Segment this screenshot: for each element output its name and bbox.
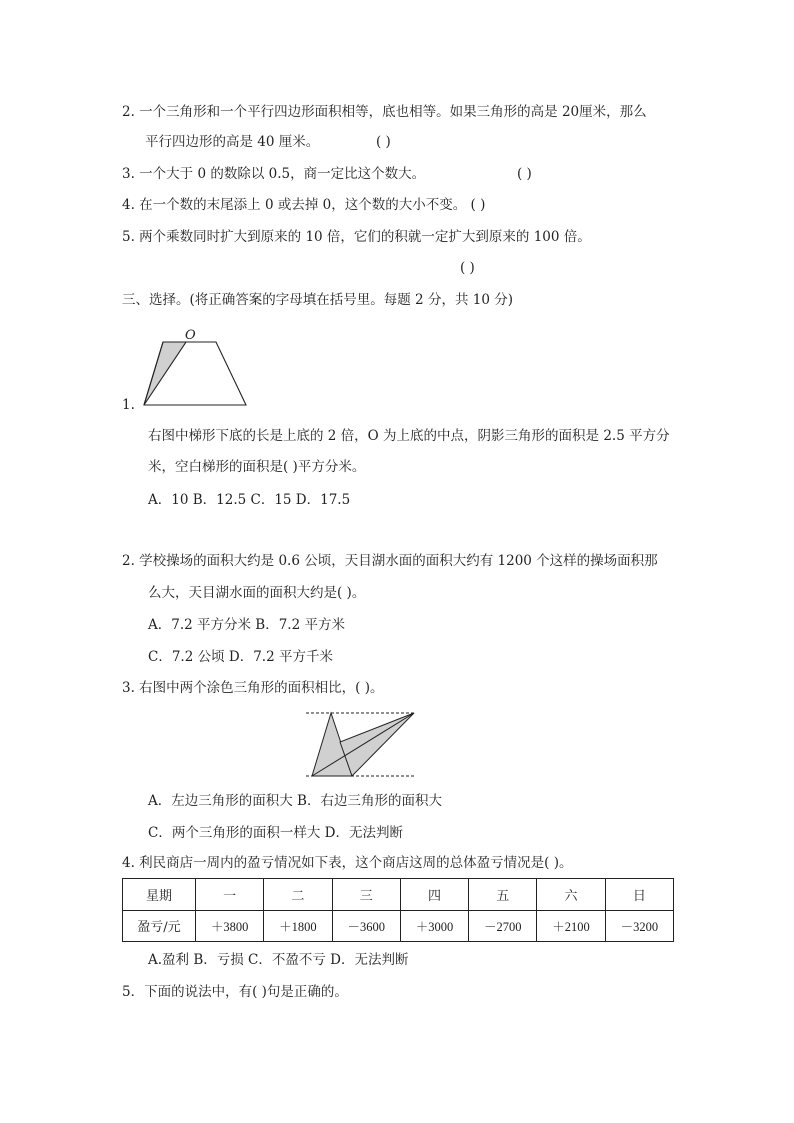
table-cell: －3200	[605, 910, 673, 942]
choice-q5-line1: 5．下面的说法中，有( )句是正确的。	[122, 984, 348, 1000]
choice-q3-options2: C．两个三角形的面积一样大 D．无法判断	[148, 825, 403, 841]
tf-q4: 4. 在一个数的末尾添上 0 或去掉 0，这个数的大小不变。 ( )	[122, 197, 486, 213]
table-row-amount	[123, 910, 674, 942]
trapezoid-figure	[140, 327, 250, 407]
choice-q4-options: A.盈利 B．亏损 C．不盈不亏 D．无法判断	[148, 952, 409, 968]
right-shaded-triangle	[340, 713, 414, 776]
choice-q1-line2: 米，空白梯形的面积是( )平方分米。	[148, 459, 366, 475]
tf-q2-answer-paren[interactable]: ( )	[376, 134, 391, 150]
choice-q2-options2: C．7.2 公顷 D．7.2 平方千米	[148, 649, 333, 665]
choice-q3-line1: 3. 右图中两个涂色三角形的面积相比，( )。	[122, 680, 384, 696]
table-cell: －3600	[332, 910, 400, 942]
choice-q1-options: A．10 B．12.5 C．15 D．17.5	[148, 492, 351, 508]
table-cell: 六	[537, 879, 605, 911]
choice-q2-line1: 2. 学校操场的面积大约是 0.6 公顷，天目湖水面的面积大约有 1200 个这样的操场面积那	[122, 553, 658, 569]
choice-q1-line1: 右图中梯形下底的长是上底的 2 倍，O 为上底的中点，阴影三角形的面积是 2.5 平方分	[148, 428, 670, 444]
table-cell: 五	[469, 879, 537, 911]
table-cell: ＋3000	[400, 910, 468, 942]
section3-heading: 三、选择。(将正确答案的字母填在括号里。每题 2 分，共 10 分)	[122, 292, 513, 308]
table-cell: 二	[264, 879, 332, 911]
table-cell: 日	[605, 879, 673, 911]
table-cell: 四	[400, 879, 468, 911]
choice-q2-options1: A．7.2 平方分米 B．7.2 平方米	[148, 617, 345, 633]
tf-q3: 3. 一个大于 0 的数除以 0.5，商一定比这个数大。	[122, 166, 426, 182]
choice-q4-line1: 4. 利民商店一周内的盈亏情况如下表，这个商店这周的总体盈亏情况是( )。	[122, 855, 573, 871]
shaded-triangle	[144, 342, 186, 405]
tf-q5: 5. 两个乘数同时扩大到原来的 10 倍，它们的积就一定扩大到原来的 100 倍。	[122, 229, 591, 245]
choice-q2-line2: 么大，天目湖水面的面积大约是( )。	[148, 585, 366, 601]
profit-loss-table	[122, 878, 674, 942]
table-cell: ＋2100	[537, 910, 605, 942]
tf-q3-answer-paren[interactable]: ( )	[517, 166, 532, 182]
point-o-label: O	[185, 328, 196, 343]
two-triangles-figure	[300, 710, 420, 780]
table-cell: 三	[332, 879, 400, 911]
choice-q3-options1: A．左边三角形的面积大 B．右边三角形的面积大	[148, 793, 442, 809]
table-row-weekday	[123, 879, 674, 911]
table-cell: 星期	[123, 879, 196, 911]
table-cell: 一	[196, 879, 264, 911]
tf-q2-line1: 2. 一个三角形和一个平行四边形面积相等，底也相等。如果三角形的高是 20厘米，那么	[122, 104, 647, 120]
choice-q1-number: 1.	[122, 397, 135, 413]
tf-q5-answer-paren[interactable]: ( )	[460, 260, 475, 276]
tf-q2-line2: 平行四边形的高是 40 厘米。	[145, 134, 320, 150]
table-cell: ＋3800	[196, 910, 264, 942]
table-cell: 盈亏/元	[123, 910, 196, 942]
table-cell: －2700	[469, 910, 537, 942]
table-cell: ＋1800	[264, 910, 332, 942]
